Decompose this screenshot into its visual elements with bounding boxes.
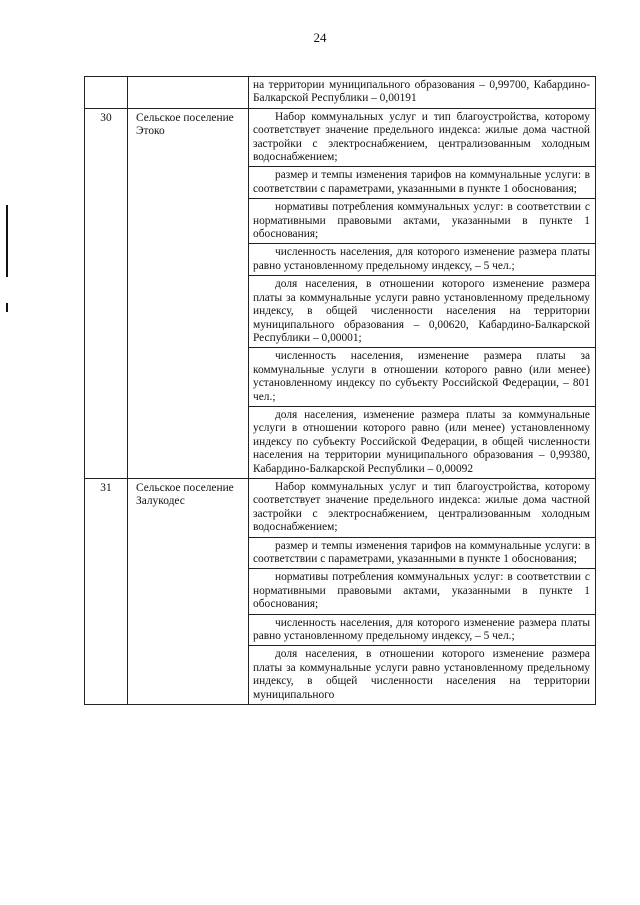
paragraph: нормативы потребления коммунальных услуг: в соответствии с нормативными правовыми актами, указанными в пункте 1 обоснования; [249, 199, 595, 244]
settlement-name: Сельское поселение Этоко [128, 108, 249, 478]
paragraph: размер и темпы изменения тарифов на коммунальные услуги: в соответствии с параметрами, указанными в пункте 1 обоснования; [249, 538, 595, 570]
paragraph: нормативы потребления коммунальных услуг: в соответствии с нормативными правовыми актами, указанными в пункте 1 обоснования; [249, 569, 595, 614]
paragraph: на территории муниципального образования – 0,99700, Кабардино-Балкарской Республики – 0,00191 [253, 79, 590, 105]
description-cell [249, 77, 596, 109]
row-number: 31 [100, 481, 112, 494]
paragraph: численность населения, для которого изменение размера платы равно установленному предельному индексу, – 5 чел.; [249, 244, 595, 276]
table-row [85, 478, 596, 704]
margin-mark [6, 205, 8, 277]
paragraph: размер и темпы изменения тарифов на коммунальные услуги: в соответствии с параметрами, указанными в пункте 1 обоснования; [249, 167, 595, 199]
settlement-name: Сельское поселение Залукодес [128, 478, 249, 704]
row-number-cell [85, 478, 128, 704]
description-cell [249, 108, 596, 478]
row-number-cell [85, 108, 128, 478]
page-number: 24 [313, 30, 327, 45]
row-number [85, 77, 127, 80]
paragraph: численность населения, изменение размера платы за коммунальные услуги в отношении которого равно (или менее) установленному индексу по субъекту Российской Федерации, – 801 чел.; [249, 348, 595, 407]
description-cell [249, 478, 596, 704]
row-number-cell [85, 77, 128, 109]
row-number: 30 [100, 111, 112, 124]
paragraph: доля населения, в отношении которого изменение размера платы за коммунальные услуги равно установленному предельному индексу, в общей численности населения на территории муниципального образования – 0,00620, Кабардино-Балкарской Республики – 0,00001; [249, 276, 595, 348]
paragraph: Набор коммунальных услуг и тип благоустройства, которому соответствует значение предельного индекса: жилые дома частной застройки с электроснабжением, централизованным холодным водоснабжением; [249, 109, 595, 168]
paragraph: Набор коммунальных услуг и тип благоустройства, которому соответствует значение предельного индекса: жилые дома частной застройки с электроснабжением, централизованным холодным водоснабжением; [249, 479, 595, 538]
paragraph: доля населения, изменение размера платы за коммунальные услуги в отношении которого равно (или менее) установленному индексу по субъекту Российской Федерации, в общей численности населения на территории муниципального образования – 0,99380, Кабардино-Балкарской Республики – 0,00092 [253, 408, 590, 475]
table-body [85, 77, 596, 705]
document-table [84, 76, 596, 705]
table-row [85, 108, 596, 478]
settlement-name-cell [128, 77, 249, 109]
paragraph: численность населения, для которого изменение размера платы равно установленному предельному индексу, – 5 чел.; [249, 615, 595, 647]
table-row-continuation [85, 77, 596, 109]
paragraph: доля населения, в отношении которого изменение размера платы за коммунальные услуги равно установленному предельному индексу, в общей численности населения на территории муниципального [253, 648, 590, 701]
margin-mark [6, 303, 8, 312]
